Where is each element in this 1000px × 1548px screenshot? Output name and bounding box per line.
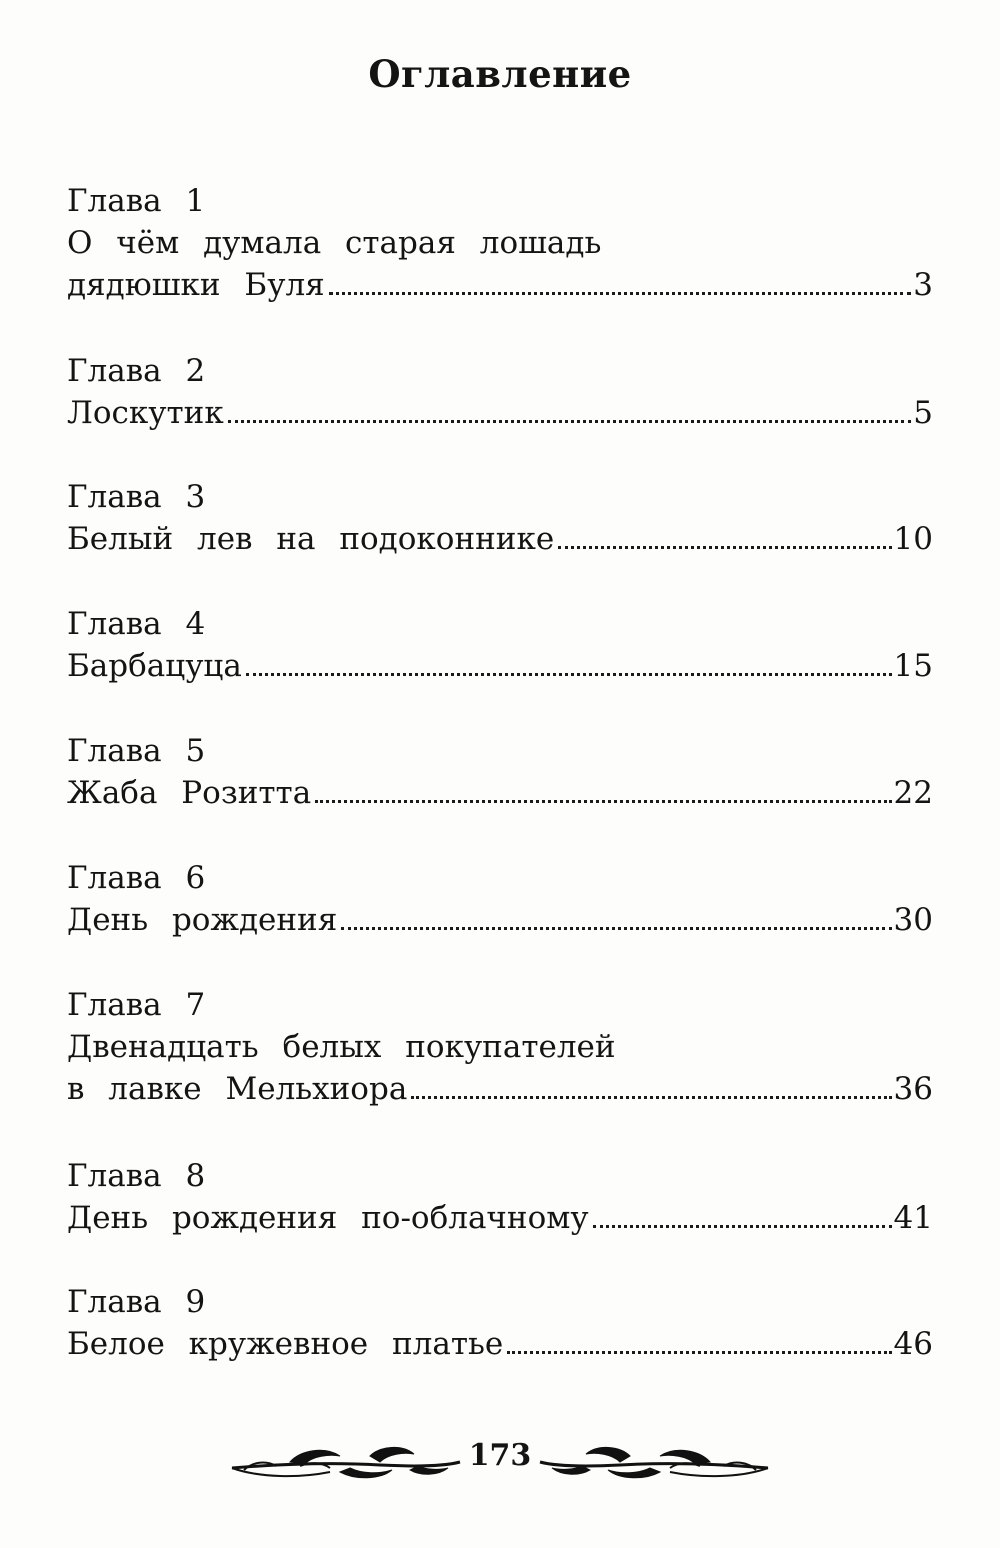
chapter-title: Барбацуца — [67, 648, 242, 684]
page-title: Оглавление — [368, 52, 632, 96]
chapter-label: Глава 9 — [67, 1284, 206, 1320]
dot-leader — [593, 1225, 892, 1228]
chapter-title: День рождения по-облачному — [67, 1200, 589, 1236]
chapter-title-final-line — [67, 1323, 933, 1365]
chapter-label: Глава 2 — [67, 353, 206, 389]
dot-leader — [507, 1351, 891, 1354]
chapter-title: Лоскутик — [67, 395, 224, 431]
page-reference: 10 — [893, 521, 933, 557]
chapter-title-line: Двенадцать белых покупателей — [67, 1029, 616, 1065]
chapter-label: Глава 3 — [67, 479, 206, 515]
chapter-title: дядюшки Буля — [67, 267, 325, 303]
chapter-label: Глава 7 — [67, 987, 206, 1023]
page-reference: 30 — [893, 902, 933, 938]
toc-entry-8[interactable] — [67, 1155, 933, 1239]
toc-entry-3[interactable] — [67, 476, 933, 560]
chapter-title-final-line — [67, 1068, 933, 1110]
chapter-title-final-line — [67, 392, 933, 434]
chapter-title-final-line — [67, 518, 933, 560]
page-reference: 41 — [893, 1200, 933, 1236]
chapter-title-final-line — [67, 772, 933, 814]
page-reference: 46 — [893, 1326, 933, 1362]
chapter-title-line: О чём думала старая лошадь — [67, 225, 602, 261]
toc-entry-2[interactable] — [67, 350, 933, 434]
chapter-label: Глава 8 — [67, 1158, 206, 1194]
toc-entry-4[interactable] — [67, 603, 933, 687]
toc-entry-5[interactable] — [67, 730, 933, 814]
dot-leader — [246, 673, 892, 676]
chapter-title-final-line — [67, 1197, 933, 1239]
page-reference: 5 — [913, 395, 933, 431]
dot-leader — [411, 1096, 891, 1099]
toc-entry-7[interactable] — [67, 984, 933, 1110]
chapter-label: Глава 1 — [67, 183, 206, 219]
dot-leader — [315, 800, 891, 803]
dot-leader — [228, 420, 912, 423]
chapter-title-final-line — [67, 645, 933, 687]
page-reference: 15 — [893, 648, 933, 684]
chapter-label: Глава 5 — [67, 733, 206, 769]
page-reference: 36 — [893, 1071, 933, 1107]
chapter-label: Глава 4 — [67, 606, 206, 642]
chapter-title: Белое кружевное платье — [67, 1326, 504, 1362]
chapter-title: День рождения — [67, 902, 338, 938]
page-reference: 22 — [893, 775, 933, 811]
dot-leader — [558, 546, 891, 549]
dot-leader — [329, 292, 912, 295]
toc-entry-1[interactable] — [67, 180, 933, 306]
chapter-title: Белый лев на подоконнике — [67, 521, 555, 557]
dot-leader — [341, 927, 891, 930]
page-reference: 3 — [913, 267, 933, 303]
toc-entry-6[interactable] — [67, 857, 933, 941]
chapter-title: Жаба Розитта — [67, 775, 312, 811]
page-number: 173 — [468, 1438, 532, 1473]
chapter-title-final-line — [67, 264, 933, 306]
chapter-label: Глава 6 — [67, 860, 206, 896]
chapter-title-final-line — [67, 899, 933, 941]
chapter-title: в лавке Мельхиора — [67, 1071, 408, 1107]
toc-entry-9[interactable] — [67, 1281, 933, 1365]
